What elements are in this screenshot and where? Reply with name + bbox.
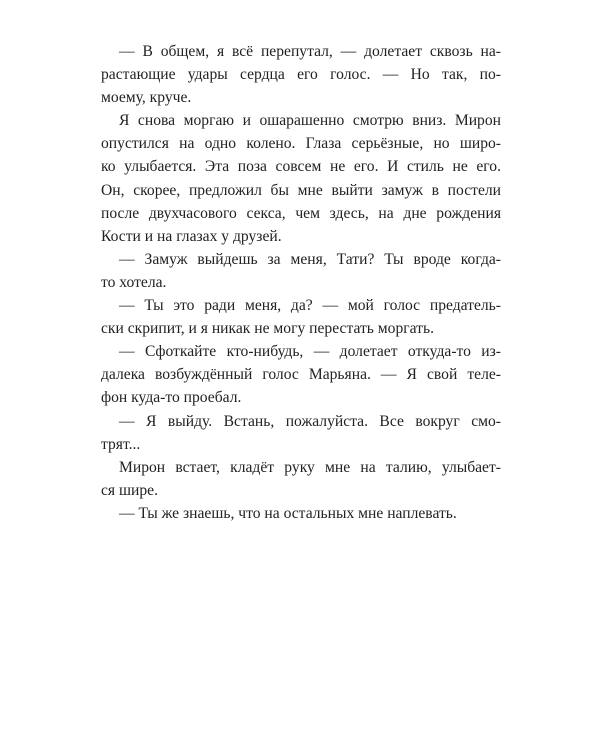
paragraph	[101, 340, 501, 409]
paragraph	[101, 456, 501, 502]
paragraph	[101, 502, 501, 525]
text-line: — В общем, я всё перепутал, — долетает сквозь на-	[119, 43, 501, 60]
text-line: опустился на одно колено. Глаза серьёзные, но широ-	[101, 135, 501, 153]
paragraph	[101, 248, 501, 294]
text-line: далека возбуждённый голос Марьяна. — Я свой теле-	[101, 366, 501, 384]
text-line: то хотела.	[101, 273, 167, 291]
text-line: Мирон встает, кладёт руку мне на талию, улыбает-	[119, 458, 501, 476]
text-line: растающие удары сердца его голос. — Но так, по-	[101, 66, 501, 84]
text-line: — Я выйду. Встань, пожалуйста. Все вокруг смо-	[119, 412, 501, 430]
body-text	[101, 40, 501, 525]
text-line: ся шире.	[101, 481, 158, 499]
paragraph	[101, 109, 501, 248]
text-line: ски скрипит, и я никак не могу перестать моргать.	[101, 320, 435, 338]
text-line: после двухчасового секса, чем здесь, на дне рождения	[101, 204, 501, 222]
text-line: Кости и на глазах у друзей.	[101, 227, 282, 245]
paragraph	[101, 410, 501, 456]
paragraph	[101, 40, 501, 109]
text-line: — Сфоткайте кто-нибудь, — долетает откуда-то из-	[119, 343, 501, 361]
text-line: Он, скорее, предложил бы мне выйти замуж в постели	[101, 181, 501, 199]
text-line: фон куда-то проебал.	[101, 389, 242, 407]
text-line: Я снова моргаю и ошарашенно смотрю вниз. Мирон	[119, 112, 501, 130]
paragraph	[101, 294, 501, 340]
text-line: моему, круче.	[101, 89, 192, 107]
text-line: — Замуж выйдешь за меня, Тати? Ты вроде когда-	[119, 250, 501, 268]
text-line: — Ты же знаешь, что на остальных мне наплевать.	[119, 504, 457, 522]
text-line: трят...	[101, 435, 141, 453]
text-line: — Ты это ради меня, да? — мой голос предатель-	[119, 297, 501, 315]
text-line: ко улыбается. Эта поза совсем не его. И стиль не его.	[101, 158, 501, 176]
